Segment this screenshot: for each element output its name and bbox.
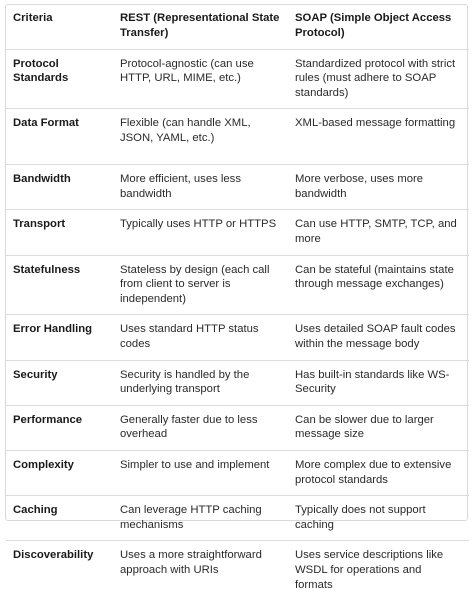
table-row [6,496,469,541]
table-row [6,210,469,255]
row-soap-value: Standardized protocol with strict rules (must adhere to SOAP standards) [288,49,469,109]
row-criteria: Discoverability [13,549,94,562]
row-soap-value: Has built-in standards like WS-Security [288,360,469,405]
row-soap-value: Typically does not support caching [288,496,469,541]
table-row [6,255,469,315]
row-rest-value: More efficient, uses less bandwidth [113,165,288,210]
rest-vs-soap-comparison-table [6,5,469,600]
table-row [6,405,469,450]
row-criteria: Caching [6,496,113,541]
row-criteria: Statefulness [6,255,113,315]
row-soap-value: Can be stateful (maintains state through message exchanges) [288,255,469,315]
row-soap-value: XML-based message formatting [288,109,469,165]
row-soap-value: Uses detailed SOAP fault codes within the message body [288,315,469,360]
row-soap-value: More complex due to extensive protocol standards [288,451,469,496]
header-criteria: Criteria [6,5,113,49]
table-header-row [6,5,469,49]
row-criteria: Transport [6,210,113,255]
row-criteria: Performance [6,405,113,450]
row-criteria: Security [6,360,113,405]
table-row [6,360,469,405]
row-rest-value: Uses a more straightforward approach with URIs [120,549,262,576]
table-row [6,109,469,165]
row-rest-value: Security is handled by the underlying transport [113,360,288,405]
table-row [6,165,469,210]
row-rest-value: Stateless by design (each call from client to server is independent) [113,255,288,315]
table-row [6,49,469,109]
row-soap-value: Can use HTTP, SMTP, TCP, and more [288,210,469,255]
row-soap-value: Can be slower due to larger message size [288,405,469,450]
table-row [6,451,469,496]
header-soap: SOAP (Simple Object Access Protocol) [288,5,469,49]
row-criteria: Data Format [6,109,113,165]
row-criteria: Complexity [6,451,113,496]
row-rest-value: Protocol-agnostic (can use HTTP, URL, MIME, etc.) [113,49,288,109]
header-rest: REST (Representational State Transfer) [113,5,288,49]
row-criteria: Error Handling [6,315,113,360]
table-row [6,541,469,600]
comparison-table-container [5,4,468,591]
row-soap-value: Uses service descriptions like WSDL for operations and formats [295,549,444,591]
row-criteria: Bandwidth [6,165,113,210]
row-rest-value: Can leverage HTTP caching mechanisms [113,496,288,541]
row-rest-value: Uses standard HTTP status codes [113,315,288,360]
row-criteria: Protocol Standards [6,49,113,109]
row-rest-value: Typically uses HTTP or HTTPS [113,210,288,255]
table-row [6,315,469,360]
row-rest-value: Simpler to use and implement [113,451,288,496]
row-rest-value: Generally faster due to less overhead [113,405,288,450]
row-rest-value: Flexible (can handle XML, JSON, YAML, etc.) [113,109,288,165]
row-soap-value: More verbose, uses more bandwidth [288,165,469,210]
